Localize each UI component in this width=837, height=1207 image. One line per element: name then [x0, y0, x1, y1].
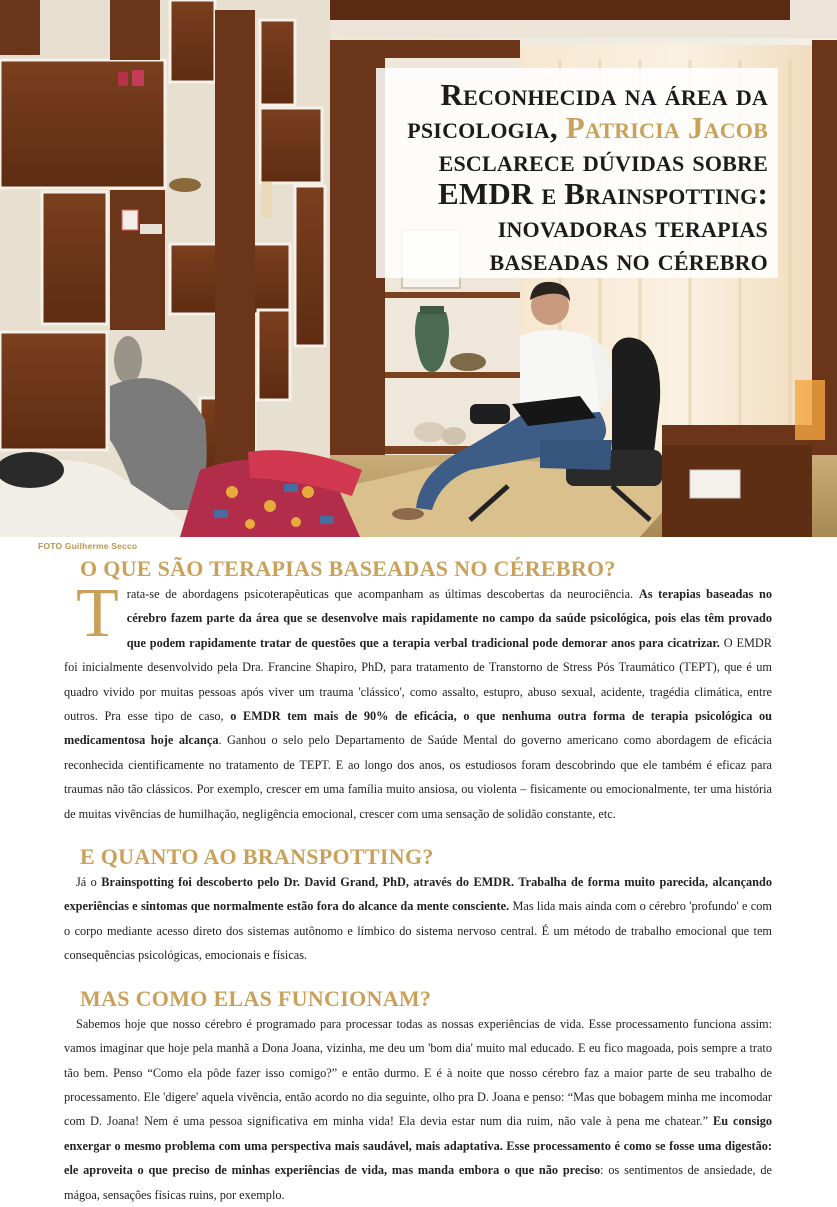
paragraph-bold-text: o EMDR tem mais de 90% de eficácia, o que nenhuma outra forma de terapia psicológica ou medicamentosa hoje alcança: [64, 709, 772, 748]
paragraph-text: : os sentimentos de ansiedade, de mágoa, sensações físicas ruins, por exemplo.: [64, 1163, 773, 1202]
section-title: MAS COMO ELAS FUNCIONAM?: [80, 985, 432, 1011]
paragraph-text: rata-se de abordagens psicoterapêuticas que acompanham as últimas descobertas da neurociência.: [126, 587, 639, 601]
headline-name: Patricia Jacob: [565, 110, 768, 145]
section-paragraph: [64, 870, 772, 968]
paragraph-text: . Ganhou o selo pelo Departamento de Saúde Mental do governo americano como abordagem de eficácia reconhecida cientificamente no tratamento de TEPT. E ao longo dos anos, os estudiosos foram descobrindo que ele também é eficaz para traumas não tão clássicos. Por exemplo, crescer em uma família muito ansiosa, ou violenta – fisicamente ou emocionalmente, ter uma história de muitas vivências de humilhação, negligência emocional, crescer com uma sensação de solidão constante, etc.: [64, 733, 772, 821]
section-paragraph: [64, 1012, 772, 1207]
headline-line-6: baseadas no cérebro: [489, 242, 768, 277]
article-body: [64, 556, 772, 1207]
paragraph-bold-text: As terapias baseadas no cérebro fazem parte da área que se desenvolve mais rapidamente no campo da saúde psicológica, pois elas têm provado que podem rapidamente tratar de questões que a terapia verbal tradicional pode demorar anos para cicatrizar.: [126, 587, 772, 650]
paragraph-text: Já o: [76, 875, 102, 890]
paragraph-text: O EMDR foi inicialmente desenvolvido pela Dra. Francine Shapiro, PhD, para tratamento de Transtorno de Stress Pós Traumático (TEPT), que é um quadro vivido por muitas pessoas após viver um trauma 'clássico', como assalto, estupro, abuso sexual, acidente, tragédia climática, entre outros. Pra esse tipo de caso,: [64, 635, 772, 724]
section-title: E QUANTO AO BRANSPOTTING?: [80, 844, 434, 870]
headline: [376, 78, 768, 276]
section-title: O QUE SÃO TERAPIAS BASEADAS NO CÉREBRO?: [80, 556, 616, 581]
headline-line-3: esclarece dúvidas sobre: [438, 143, 768, 178]
section-brainspotting: [64, 844, 772, 968]
headline-line-2-pre: psicologia,: [407, 110, 558, 145]
headline-box: [376, 68, 778, 278]
section-paragraph: [64, 575, 772, 826]
photo-credit: FOTO Guilherme Secco: [38, 541, 138, 551]
paragraph-bold-text: Brainspotting foi descoberto pelo Dr. David Grand, PhD, através do EMDR. Trabalha de forma muito parecida, alcançando experiências e sintomas que normalmente estão fora do alcance da mente consciente.: [64, 875, 773, 914]
section-how-they-work: [64, 986, 772, 1207]
paragraph-text: Mas lida mais ainda com o cérebro 'profundo' e com o corpo mediante acesso direto dos sistemas autônomo e límbico do sistema nervoso central. É um método de trabalho emocional que tem consequências psicológicas, emocionais e físicas.: [64, 899, 772, 963]
drop-cap: T: [76, 575, 119, 652]
headline-line-5: inovadoras terapias: [497, 209, 768, 244]
paragraph-bold-text: Eu consigo enxergar o mesmo problema com uma perspectiva mais saudável, mais adaptativa. Esse processamento é como se fosse uma digestão: ele aproveita o que preciso de minhas experiências de vida, mas manda embora o que não preciso: [64, 1114, 772, 1178]
headline-line-4: EMDR e Brainspotting:: [437, 176, 768, 211]
paragraph-text: Sabemos hoje que nosso cérebro é programado para processar todas as nossas experiências de vida. Esse processamento funciona assim: vamos imaginar que hoje pela manhã a Dona Joana, vizinha, me deu um 'bom dia' muito mal educado. E eu fico magoada, pois sempre a trato tão bem. Penso “Como ela pôde fazer isso comigo?” e então durmo. E é à noite que nosso cérebro faz a maior parte de seu trabalho de processamento. Ele 'digere' aquela vivência, então acordo no dia seguinte, olho pra D. Joana e penso: “Mas que bobagem minha me incomodar com D. Joana! Nem é uma pessoa significativa em minha vida! Ela devia estar num dia ruim, não vale à pena me chatear.”: [64, 1016, 772, 1129]
section-brain-therapies: [64, 556, 772, 826]
headline-line-1: Reconhecida na área da: [440, 77, 768, 112]
hero-photo: [0, 0, 837, 537]
